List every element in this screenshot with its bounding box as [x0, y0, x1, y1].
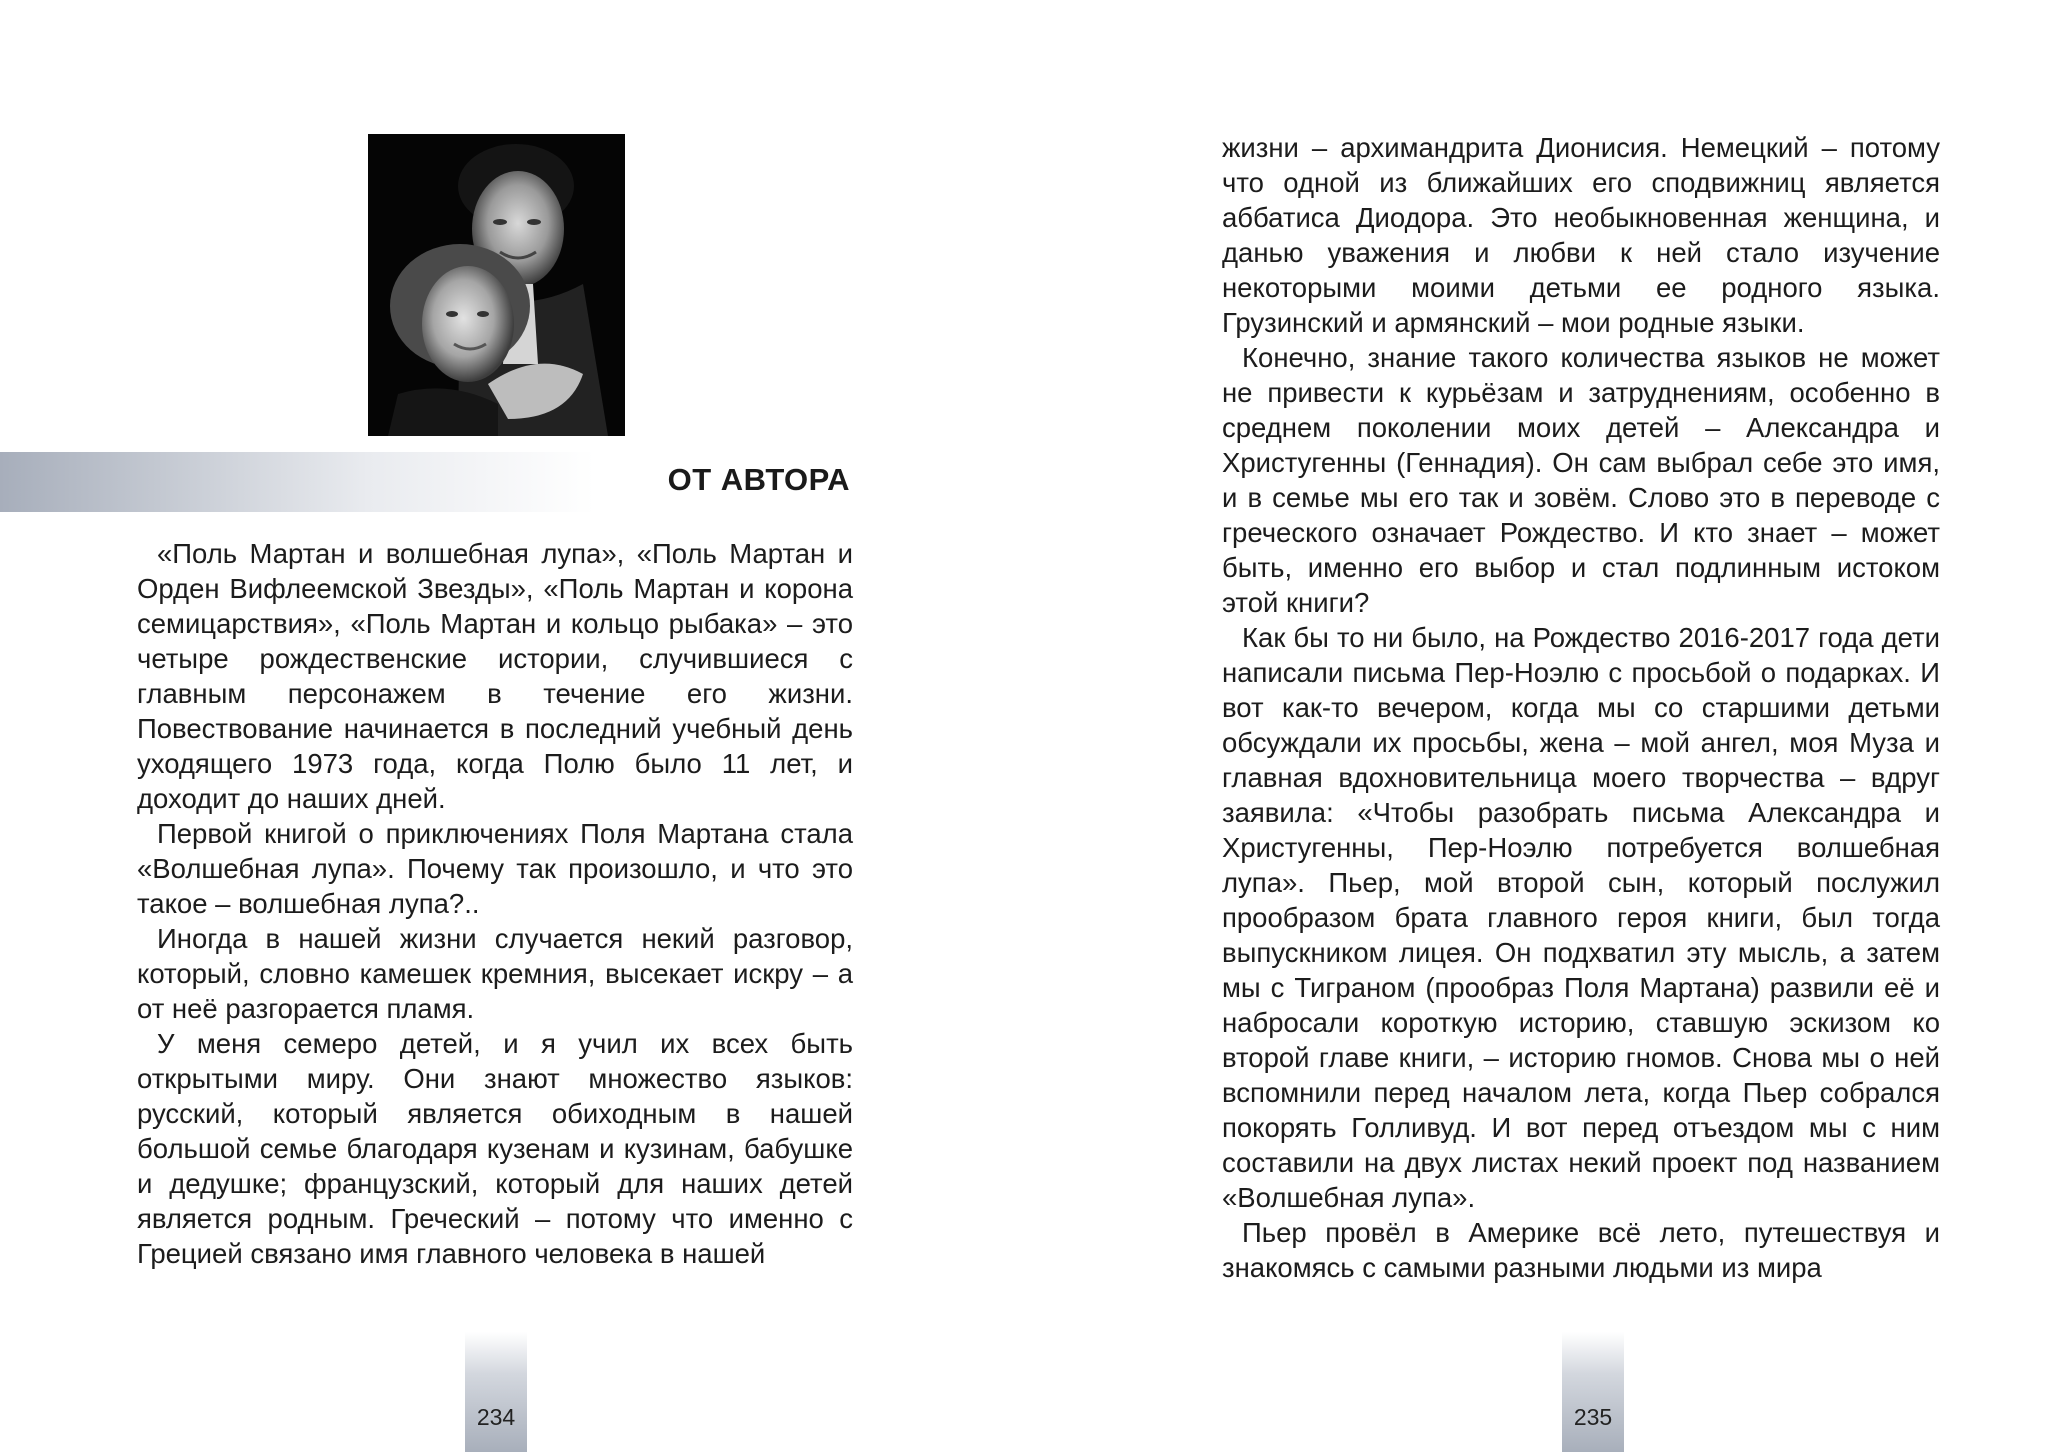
heading-band	[0, 452, 875, 512]
paragraph: Конечно, знание такого количества языков не может не привести к курьёзам и затруднениям, особенно в среднем поколении моих детей – Александра и Христугенны (Геннадия). Он сам выбрал себе это имя, и в семье мы его так и зовём. Слово это в переводе с греческого означает Рождество. И кто знает – может быть, именно его выбор и стал подлинным истоком этой книги?	[1222, 342, 1940, 618]
author-photo	[368, 134, 625, 436]
paragraph: Пьер провёл в Америке всё лето, путешествуя и знакомясь с самыми разными людьми из мира	[1222, 1217, 1940, 1283]
page-number-tab	[465, 1332, 527, 1452]
right-page-text	[1222, 130, 1940, 1285]
page-number: 235	[1573, 1404, 1613, 1430]
paragraph: «Поль Мартан и волшебная лупа», «Поль Мартан и Орден Вифлеемской Звезды», «Поль Мартан и корона семицарствия», «Поль Мартан и кольцо рыбака» – это четыре рождественские истории, случившиеся с главным персонажем в течение его жизни. Повествование начинается в последний учебный день уходящего 1973 года, когда Полю было 11 лет, и доходит до наших дней.	[137, 538, 853, 814]
paragraph: Как бы то ни было, на Рождество 2016-2017 года дети написали письма Пер-Ноэлю с просьбой о подарках. И вот как-то вечером, когда мы со старшими детьми обсуждали их просьбы, жена – мой ангел, моя Муза и главная вдохновительница моего творчества – вдруг заявила: «Чтобы разобрать письма Александра и Христугенны, Пер-Ноэлю потребуется волшебная лупа». Пьер, мой второй сын, который послужил прообразом брата главного героя книги, был тогда выпускником лицея. Он подхватил эту мысль, а затем мы с Тиграном (прообраз Поля Мартана) развили её и набросали короткую историю, ставшую эскизом ко второй главе книги, – историю гномов. Снова мы о ней вспомнили перед началом лета, когда Пьер собрался покорять Голливуд. И вот перед отъездом мы с ним составили на двух листах некий проект под названием «Волшебная лупа».	[1222, 622, 1940, 1213]
paragraph: Первой книгой о приключениях Поля Мартана стала «Волшебная лупа». Почему так произошло, и что это такое – волшебная лупа?..	[137, 818, 853, 919]
left-page-text	[137, 536, 853, 1271]
paragraph: жизни – архимандрита Дионисия. Немецкий – потому что одной из ближайших его сподвижниц является аббатиса Диодора. Это необыкновенная женщина, и данью уважения и любви к ней стало изучение некоторыми моими детьми ее родного языка. Грузинский и армянский – мои родные языки.	[1222, 132, 1940, 338]
page-number-tab	[1562, 1332, 1624, 1452]
page-number: 234	[476, 1404, 516, 1430]
author-photo-image	[368, 134, 625, 436]
right-page	[1030, 0, 2060, 1452]
section-heading: ОТ АВТОРА	[667, 462, 850, 497]
paragraph: У меня семеро детей, и я учил их всех быть открытыми миру. Они знают множество языков: русский, который является обиходным в нашей большой семье благодаря кузенам и кузинам, бабушке и дедушке; французский, который для наших детей является родным. Греческий – потому что именно с Грецией связано имя главного человека в нашей	[137, 1028, 853, 1269]
paragraph: Иногда в нашей жизни случается некий разговор, который, словно камешек кремния, высекает искру – а от неё разгорается пламя.	[137, 923, 853, 1024]
